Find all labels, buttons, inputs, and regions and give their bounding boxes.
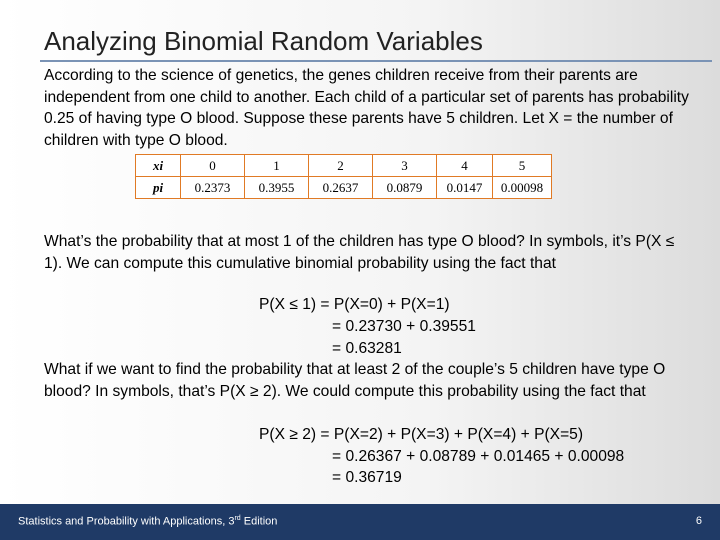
q1-equation-line-3: = 0.63281: [332, 340, 402, 357]
table-cell: 0.00098: [493, 177, 552, 199]
question-2-text: What if we want to find the probability that at least 2 of the couple’s 5 children have type O blood? In symbols, that’s P(X ≥ 2). We could compute this probability using the fact that: [44, 361, 666, 400]
table-cell: 0.2637: [309, 177, 373, 199]
q1-equation-line-1: P(X ≤ 1) = P(X=0) + P(X=1): [259, 296, 450, 313]
table-cell: 0: [181, 155, 245, 177]
table-row-p: [136, 177, 552, 199]
title-divider: [40, 60, 712, 62]
page-number: 6: [695, 515, 702, 527]
table-cell: 0.3955: [245, 177, 309, 199]
slide-title: Analyzing Binomial Random Variables: [44, 26, 483, 56]
intro-paragraph: According to the science of genetics, the genes children receive from their parents are independent from one child to another. Each child of a particular set of parents has probability 0.25 of having type O blood. Suppose these parents have 5 children. Let X = the number of children with type O blood.: [44, 67, 689, 150]
footer-bar: [0, 504, 720, 540]
footer-book-suffix: Edition: [240, 515, 278, 528]
probability-table: [135, 154, 552, 199]
q1-equation-line-2: = 0.23730 + 0.39551: [332, 318, 476, 335]
q2-equation-line-1: P(X ≥ 2) = P(X=2) + P(X=3) + P(X=4) + P(X=5): [259, 426, 584, 443]
row-header-x: xi: [136, 155, 181, 177]
table-cell: 3: [373, 155, 437, 177]
q2-equation-line-3: = 0.36719: [332, 469, 402, 486]
table-cell: 1: [245, 155, 309, 177]
q2-equation-line-2: = 0.26367 + 0.08789 + 0.01465 + 0.00098: [332, 448, 625, 465]
table-cell: 4: [437, 155, 493, 177]
footer-book-superscript: rd: [234, 515, 241, 522]
question-1-text: What’s the probability that at most 1 of the children has type O blood? In symbols, it’s P(X ≤ 1). We can compute this cumulative binomial probability using the fact that: [44, 233, 675, 272]
table-row-x: [136, 155, 552, 177]
table-cell: 2: [309, 155, 373, 177]
table-cell: 5: [493, 155, 552, 177]
row-header-p: pi: [136, 177, 181, 199]
table-cell: 0.2373: [181, 177, 245, 199]
footer-book-title: [18, 515, 277, 528]
footer-book-prefix: Statistics and Probability with Applications, 3: [18, 515, 235, 528]
table-cell: 0.0147: [437, 177, 493, 199]
table-cell: 0.0879: [373, 177, 437, 199]
